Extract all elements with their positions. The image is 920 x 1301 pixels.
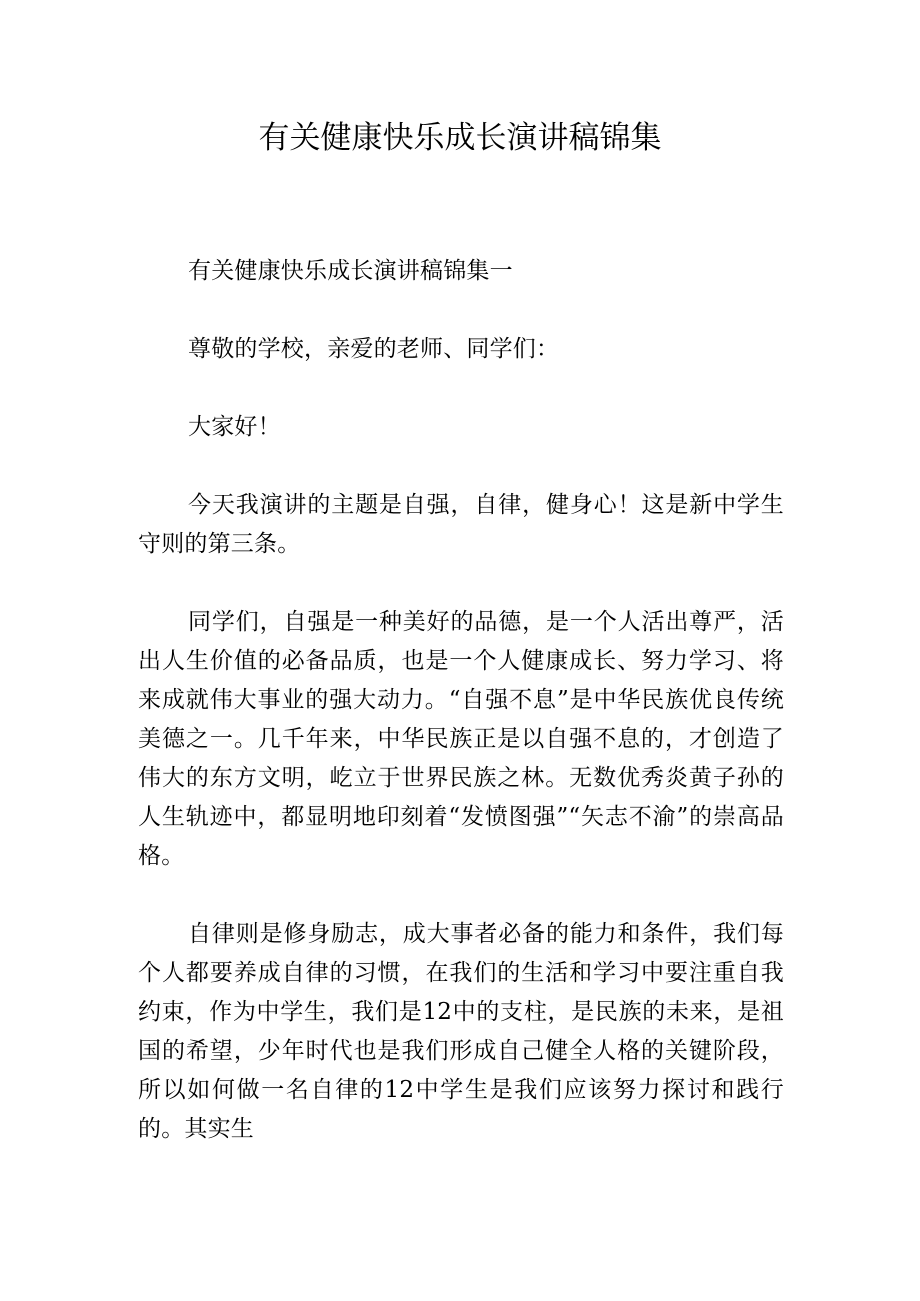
paragraph-subtitle: 有关健康快乐成长演讲稿锦集一 bbox=[188, 258, 513, 284]
paragraph-self-discipline: 自律则是修身励志，成大事者必备的能力和条件，我们每个人都要养成自律的习惯，在我们的生活和学习中要注重自我约束，作为中学生，我们是12中的支柱，是民族的未来，是祖国的希望，少年时代也是我们形成自己健全人格的关键阶段，所以如何做一名自律的12中学生是我们应该努力探讨和践行的。其实生 bbox=[138, 921, 784, 1142]
paragraph-salutation: 尊敬的学校，亲爱的老师、同学们： bbox=[188, 336, 560, 362]
paragraph-topic: 今天我演讲的主题是自强，自律，健身心！这是新中学生守则的第三条。 bbox=[138, 492, 784, 557]
paragraph-greeting: 大家好！ bbox=[188, 414, 281, 440]
document-title: 有关健康快乐成长演讲稿锦集 bbox=[258, 120, 662, 156]
paragraph-self-improvement: 同学们，自强是一种美好的品德，是一个人活出尊严，活出人生价值的必备品质，也是一个人健康成长、努力学习、将来成就伟大事业的强大动力。“自强不息”是中华民族优良传统美德之一。几千年来，中华民族正是以自强不息的，才创造了伟大的东方文明，屹立于世界民族之林。无数优秀炎黄子孙的人生轨迹中，都显明地印刻着“发愤图强”“矢志不渝”的崇高品格。 bbox=[138, 609, 784, 869]
document-body bbox=[138, 252, 784, 1188]
